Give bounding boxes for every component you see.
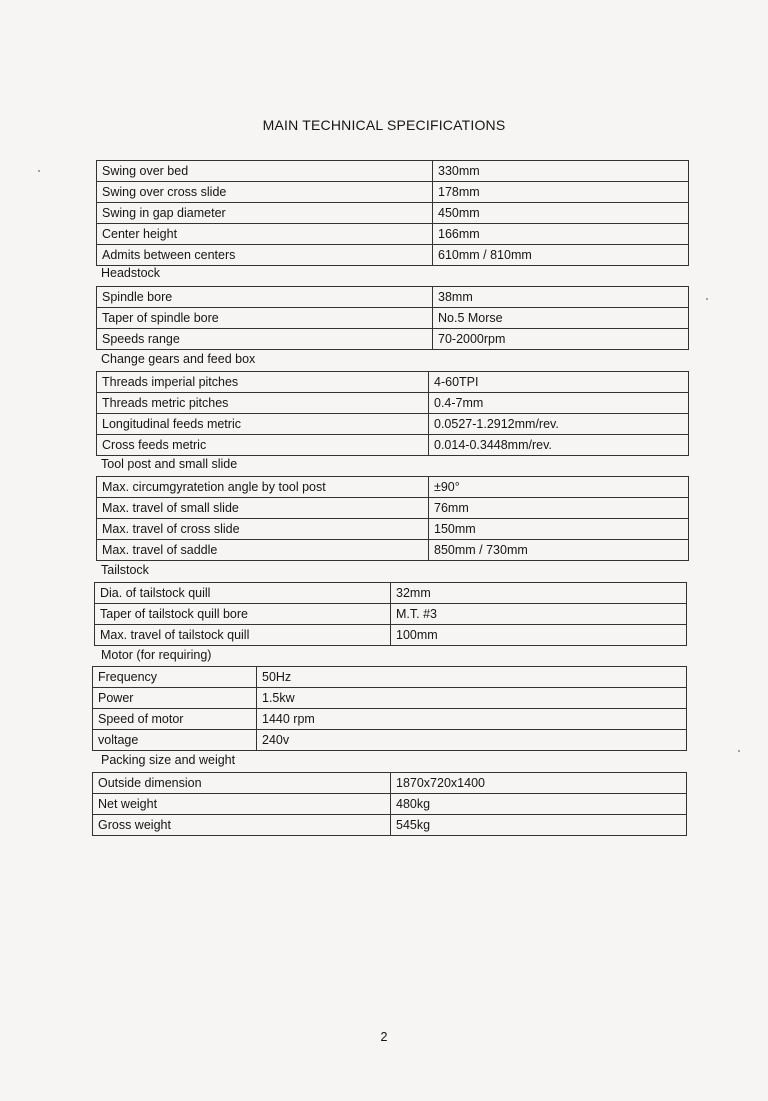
spec-label: Threads metric pitches (97, 393, 429, 414)
spec-value: 4-60TPI (429, 372, 689, 393)
spec-value: 450mm (433, 203, 689, 224)
spec-value: 70-2000rpm (433, 329, 689, 350)
motor-rows (93, 667, 687, 751)
spec-row (97, 435, 689, 456)
spec-label: Longitudinal feeds metric (97, 414, 429, 435)
spec-label: Max. travel of cross slide (97, 519, 429, 540)
toolpost-spec-table (96, 476, 689, 561)
spec-row (97, 498, 689, 519)
spec-label: Net weight (93, 794, 391, 815)
spec-label: Max. circumgyratetion angle by tool post (97, 477, 429, 498)
headstock-rows (97, 287, 689, 350)
spec-row (93, 794, 687, 815)
spec-row (95, 604, 687, 625)
spec-value: M.T. #3 (391, 604, 687, 625)
spec-value: 100mm (391, 625, 687, 646)
spec-row (97, 477, 689, 498)
spec-label: Dia. of tailstock quill (95, 583, 391, 604)
spec-row (97, 308, 689, 329)
spec-row (97, 519, 689, 540)
spec-value: 1440 rpm (257, 709, 687, 730)
spec-label: Admits between centers (97, 245, 433, 266)
gears-spec-table (96, 371, 689, 456)
toolpost-heading: Tool post and small slide (101, 457, 238, 471)
spec-label: voltage (93, 730, 257, 751)
spec-row (93, 667, 687, 688)
general-spec-table (96, 160, 689, 266)
spec-row (97, 161, 689, 182)
spec-label: Cross feeds metric (97, 435, 429, 456)
page-number: 2 (380, 1030, 388, 1044)
spec-row (97, 203, 689, 224)
spec-row (97, 287, 689, 308)
motor-spec-table (92, 666, 687, 751)
packing-heading: Packing size and weight (101, 753, 236, 767)
gears-heading: Change gears and feed box (101, 352, 256, 366)
spec-label: Swing over bed (97, 161, 433, 182)
spec-row (97, 414, 689, 435)
spec-value: 166mm (433, 224, 689, 245)
spec-value: 76mm (429, 498, 689, 519)
spec-row (93, 688, 687, 709)
spec-value: 330mm (433, 161, 689, 182)
spec-row (97, 224, 689, 245)
packing-spec-table (92, 772, 687, 836)
page-title: MAIN TECHNICAL SPECIFICATIONS (262, 117, 506, 133)
tailstock-heading: Tailstock (101, 563, 149, 577)
scan-speck (738, 750, 740, 752)
spec-row (97, 540, 689, 561)
tailstock-spec-table (94, 582, 687, 646)
toolpost-rows (97, 477, 689, 561)
spec-row (93, 730, 687, 751)
spec-value: 0.0527-1.2912mm/rev. (429, 414, 689, 435)
spec-row (93, 815, 687, 836)
general-rows (97, 161, 689, 266)
spec-row (93, 773, 687, 794)
spec-value: 1870x720x1400 (391, 773, 687, 794)
spec-row (97, 329, 689, 350)
headstock-spec-table (96, 286, 689, 350)
spec-row (97, 372, 689, 393)
spec-label: Max. travel of small slide (97, 498, 429, 519)
spec-value: 480kg (391, 794, 687, 815)
spec-label: Taper of tailstock quill bore (95, 604, 391, 625)
spec-label: Max. travel of tailstock quill (95, 625, 391, 646)
packing-rows (93, 773, 687, 836)
spec-value: 0.4-7mm (429, 393, 689, 414)
spec-label: Power (93, 688, 257, 709)
scan-speck (706, 298, 708, 300)
spec-value: 545kg (391, 815, 687, 836)
spec-value: 240v (257, 730, 687, 751)
spec-label: Speeds range (97, 329, 433, 350)
spec-label: Gross weight (93, 815, 391, 836)
spec-value: 32mm (391, 583, 687, 604)
spec-value: 50Hz (257, 667, 687, 688)
spec-label: Spindle bore (97, 287, 433, 308)
gears-rows (97, 372, 689, 456)
spec-label: Swing over cross slide (97, 182, 433, 203)
spec-value: ±90° (429, 477, 689, 498)
spec-row (97, 182, 689, 203)
spec-label: Frequency (93, 667, 257, 688)
spec-label: Threads imperial pitches (97, 372, 429, 393)
tailstock-rows (95, 583, 687, 646)
spec-label: Speed of motor (93, 709, 257, 730)
spec-value: 150mm (429, 519, 689, 540)
spec-value: 610mm / 810mm (433, 245, 689, 266)
scan-speck (38, 170, 40, 172)
spec-row (95, 583, 687, 604)
spec-label: Taper of spindle bore (97, 308, 433, 329)
spec-row (97, 393, 689, 414)
headstock-heading: Headstock (101, 266, 161, 280)
spec-label: Max. travel of saddle (97, 540, 429, 561)
spec-value: No.5 Morse (433, 308, 689, 329)
spec-value: 1.5kw (257, 688, 687, 709)
motor-heading: Motor (for requiring) (101, 648, 212, 662)
spec-value: 38mm (433, 287, 689, 308)
spec-row (93, 709, 687, 730)
spec-label: Swing in gap diameter (97, 203, 433, 224)
spec-value: 0.014-0.3448mm/rev. (429, 435, 689, 456)
spec-label: Center height (97, 224, 433, 245)
spec-value: 178mm (433, 182, 689, 203)
spec-row (95, 625, 687, 646)
spec-label: Outside dimension (93, 773, 391, 794)
spec-value: 850mm / 730mm (429, 540, 689, 561)
spec-row (97, 245, 689, 266)
